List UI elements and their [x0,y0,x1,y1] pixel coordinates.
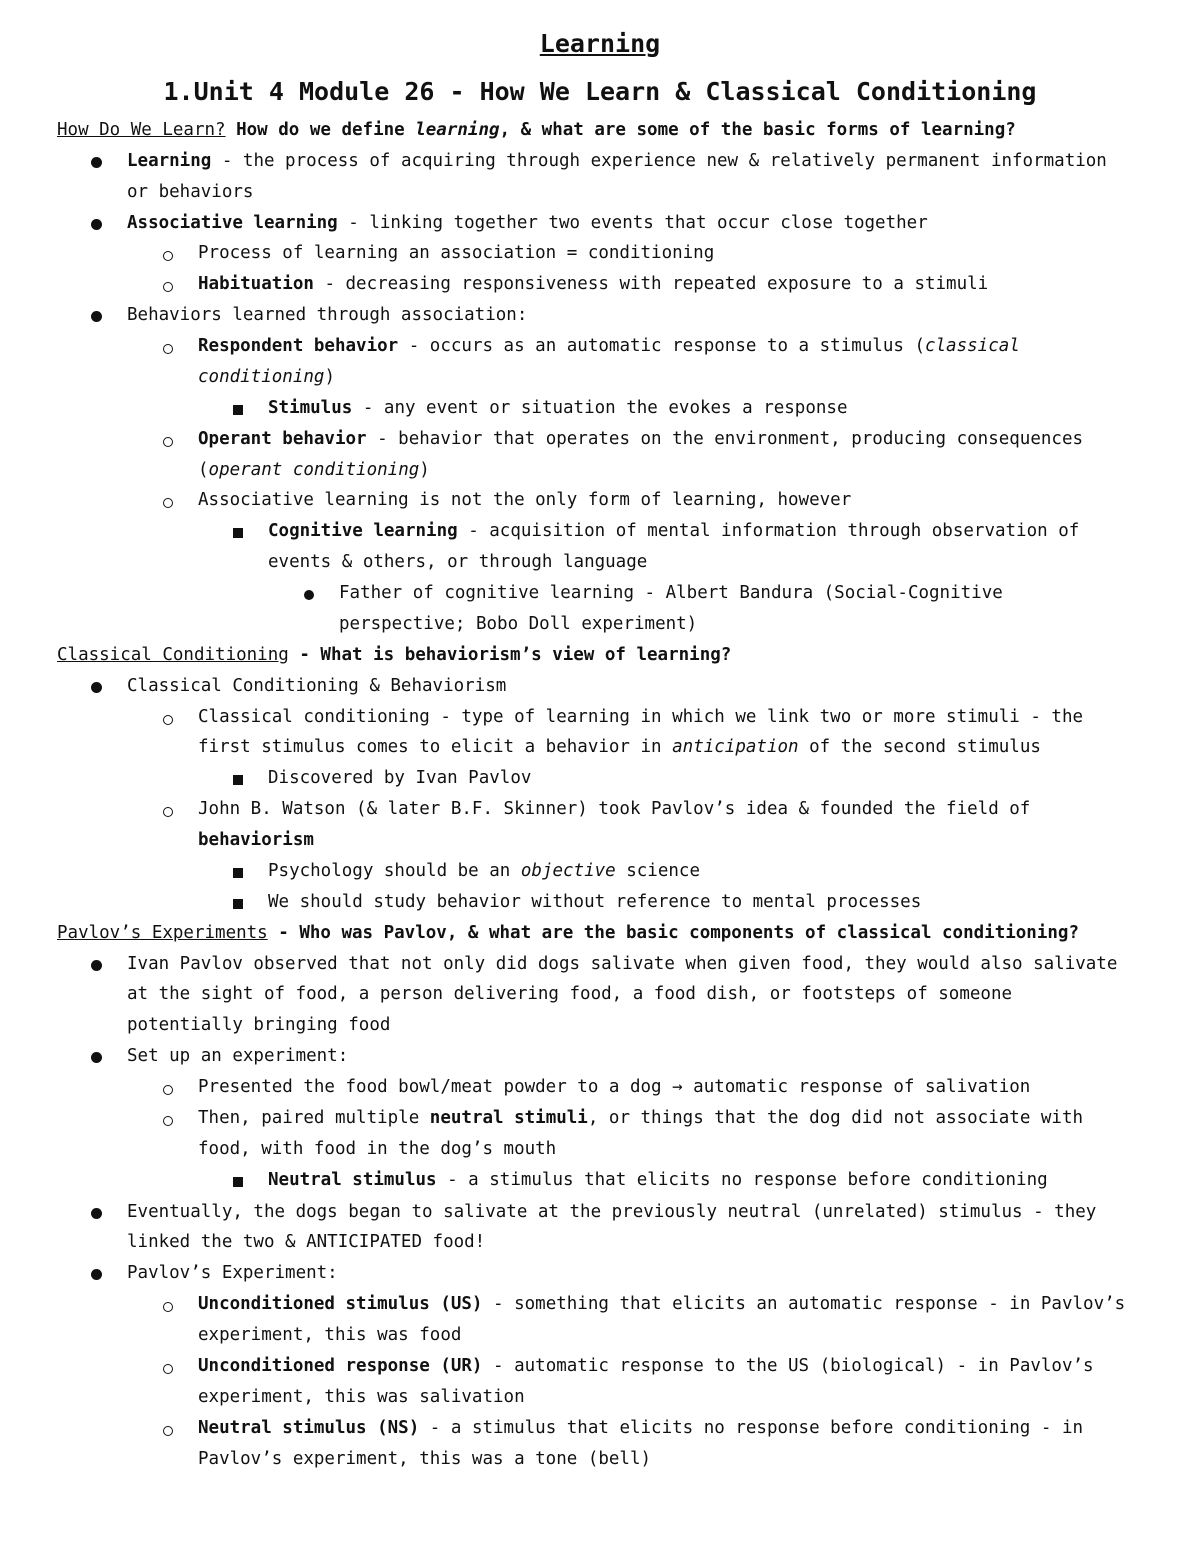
list-item: John B. Watson (& later B.F. Skinner) took Pavlov’s idea & founded the field of [198,799,1031,819]
bullet-circle-icon [163,1108,173,1134]
list-item-continuation: or behaviors [127,182,254,202]
bullet-circle-icon [163,243,173,269]
list-item: Behaviors learned through association: [127,305,528,325]
bullet-circle-icon [163,336,173,362]
list-item: Father of cognitive learning - Albert Bandura (Social-Cognitive [339,583,1003,603]
bullet-square-icon [233,860,243,886]
bullet-dot-icon [91,953,102,979]
list-item: Operant behavior - behavior that operates on the environment, producing consequences [198,429,1084,449]
list-item: Associative learning - linking together two events that occur close together [127,213,928,233]
list-item: Classical Conditioning & Behaviorism [127,676,507,696]
bullet-circle-icon [163,1356,173,1382]
list-item: Process of learning an association = conditioning [198,243,715,263]
bullet-circle-icon [163,429,173,455]
bullet-dot-icon [91,675,102,701]
section-heading-how-we-learn: How Do We Learn? How do we define learning, & what are some of the basic forms of learning? [57,120,1016,140]
list-item-continuation: conditioning) [198,367,335,387]
bullet-circle-icon [163,1077,173,1103]
list-item-continuation: Pavlov’s experiment, this was a tone (bell) [198,1449,652,1469]
bullet-square-icon [233,891,243,917]
bullet-circle-icon [163,1418,173,1444]
list-item: Classical conditioning - type of learning in which we link two or more stimuli - the [198,707,1084,727]
list-item: Eventually, the dogs began to salivate at the previously neutral (unrelated) stimulus - they [127,1202,1097,1222]
document-title: Learning [539,29,661,58]
list-item-continuation: perspective; Bobo Doll experiment) [339,614,698,634]
list-item-continuation: linked the two & ANTICIPATED food! [127,1232,486,1252]
unit-number: 1. [163,77,194,106]
list-item-continuation: behaviorism [198,830,314,850]
list-item: Respondent behavior - occurs as an automatic response to a stimulus (classical [198,336,1020,356]
list-item: Ivan Pavlov observed that not only did dogs salivate when given food, they would also salivate [127,954,1118,974]
bullet-square-icon [233,520,243,546]
list-item-continuation: experiment, this was food [198,1325,462,1345]
list-item: Unconditioned response (UR) - automatic response to the US (biological) - in Pavlov’s [198,1356,1094,1376]
list-item-continuation: events & others, or through language [268,552,648,572]
bullet-dot-icon [91,304,102,330]
list-item-continuation: (operant conditioning) [198,460,430,480]
bullet-dot-icon [91,1262,102,1288]
unit-heading [0,74,1200,110]
list-item: Stimulus - any event or situation the evokes a response [268,398,848,418]
bullet-square-icon [233,1169,243,1195]
bullet-circle-icon [163,490,173,516]
list-item: We should study behavior without reference to mental processes [268,892,922,912]
list-item-continuation: potentially bringing food [127,1015,391,1035]
section-heading-classical-conditioning: Classical Conditioning - What is behaviorism’s view of learning? [57,645,732,665]
bullet-dot-icon [304,582,314,608]
list-item: Associative learning is not the only form of learning, however [198,490,852,510]
list-item: Psychology should be an objective science [268,861,700,881]
bullet-dot-icon [91,150,102,176]
list-item-continuation: experiment, this was salivation [198,1387,525,1407]
bullet-circle-icon [163,1294,173,1320]
bullet-dot-icon [91,1045,102,1071]
list-item: Then, paired multiple neutral stimuli, or things that the dog did not associate with [198,1108,1084,1128]
bullet-square-icon [233,397,243,423]
list-item-continuation: at the sight of food, a person delivering food, a food dish, or footsteps of someone [127,984,1013,1004]
list-item: Set up an experiment: [127,1046,349,1066]
list-item: Presented the food bowl/meat powder to a dog → automatic response of salivation [198,1077,1031,1097]
list-item-continuation: first stimulus comes to elicit a behavior in anticipation of the second stimulus [198,737,1041,757]
list-item: Neutral stimulus - a stimulus that elicits no response before conditioning [268,1170,1048,1190]
list-item: Unconditioned stimulus (US) - something that elicits an automatic response - in Pavlov’s [198,1294,1126,1314]
list-item: Habituation - decreasing responsiveness with repeated exposure to a stimuli [198,274,989,294]
list-item: Neutral stimulus (NS) - a stimulus that elicits no response before conditioning - in [198,1418,1084,1438]
unit-title: Unit 4 Module 26 - How We Learn & Classical Conditioning [193,77,1037,106]
section-heading-pavlovs-experiments: Pavlov’s Experiments - Who was Pavlov, & what are the basic components of classical conditioning? [57,923,1079,943]
bullet-circle-icon [163,274,173,300]
bullet-circle-icon [163,799,173,825]
list-item: Learning - the process of acquiring through experience new & relatively permanent information [127,151,1107,171]
list-item: Cognitive learning - acquisition of mental information through observation of [268,521,1080,541]
list-item-continuation: food, with food in the dog’s mouth [198,1139,557,1159]
bullet-square-icon [233,767,243,793]
list-item: Pavlov’s Experiment: [127,1263,338,1283]
bullet-dot-icon [91,212,102,238]
list-item: Discovered by Ivan Pavlov [268,768,532,788]
bullet-dot-icon [91,1201,102,1227]
bullet-circle-icon [163,707,173,733]
